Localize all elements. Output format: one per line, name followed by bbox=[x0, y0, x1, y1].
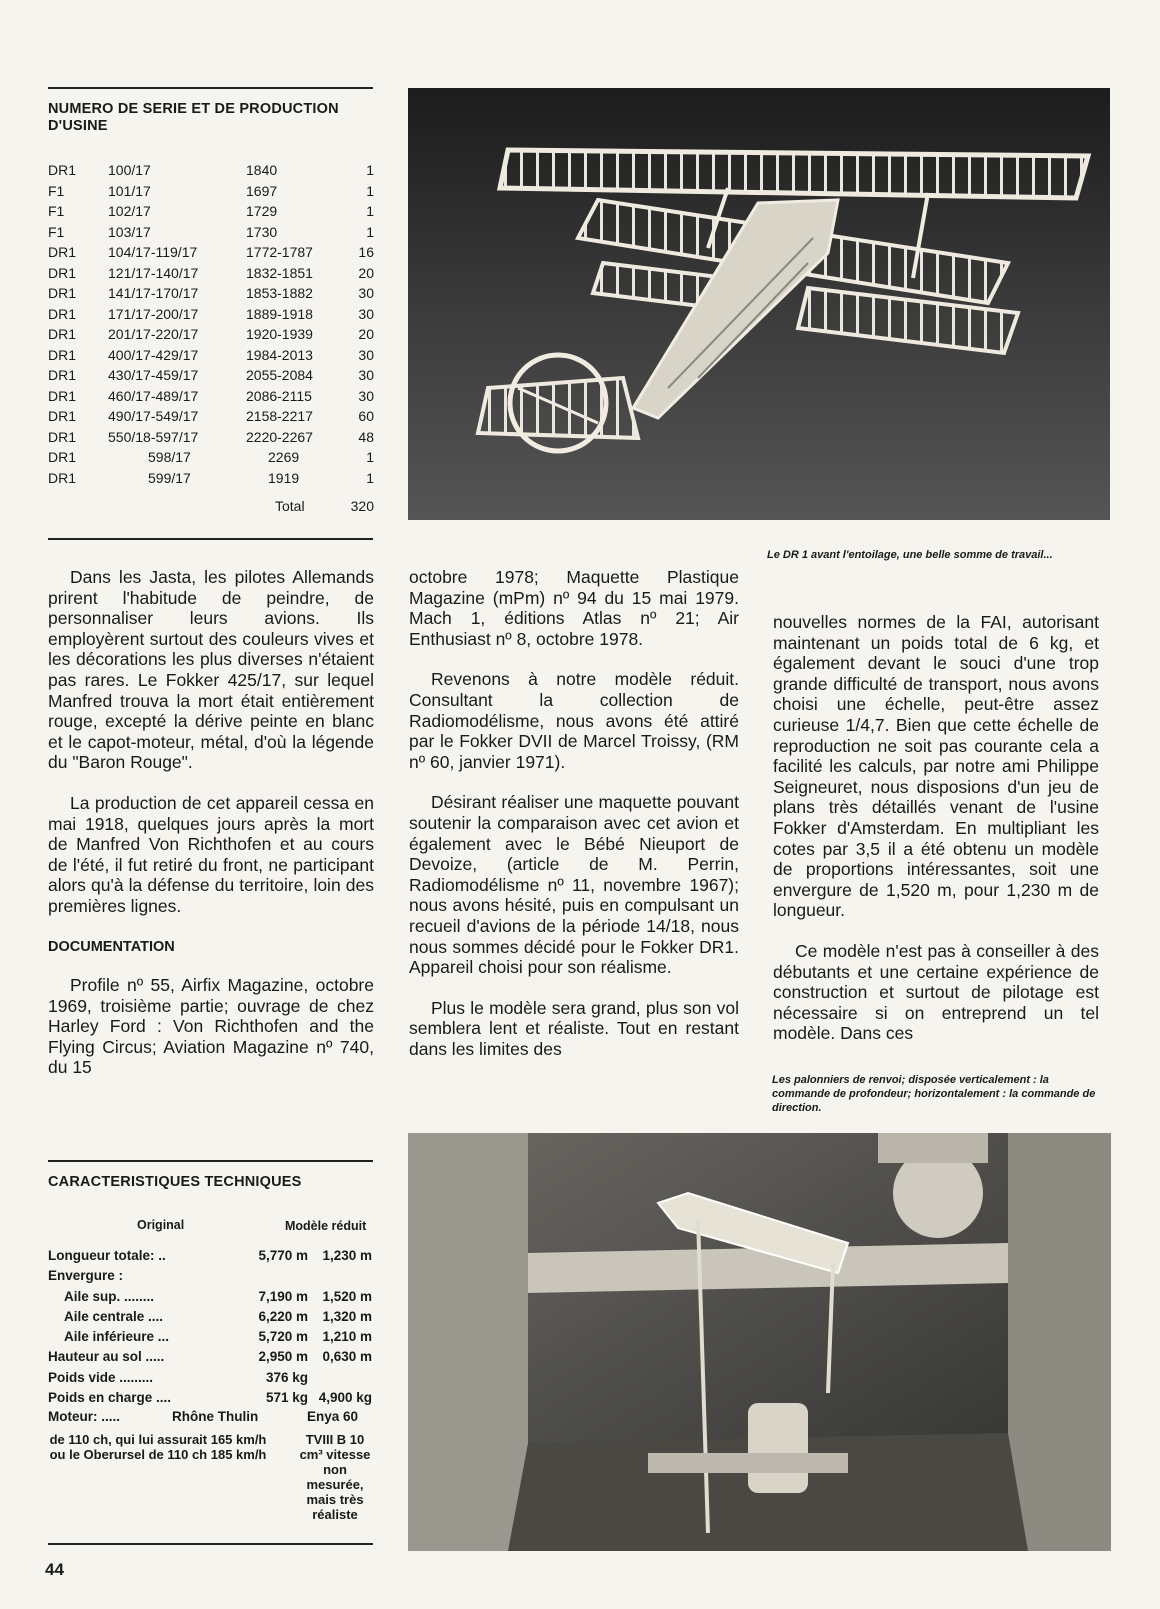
carac-cell-mod: 1,520 m bbox=[322, 1288, 372, 1304]
serial-cell: 30 bbox=[358, 387, 374, 404]
serial-cell: 30 bbox=[358, 305, 374, 322]
rule-mid bbox=[48, 538, 373, 540]
serial-row bbox=[48, 427, 374, 448]
serial-cell: 103/17 bbox=[108, 223, 151, 240]
serial-row bbox=[48, 242, 374, 263]
total-label: Total bbox=[275, 498, 305, 514]
col1-paragraph-3: Profile nº 55, Airfix Magazine, octobre 1969, troisième partie; ouvrage de chez Harley Ford : Von Richthofen and the Flying Circus; Aviation Magazine nº 740, du 15 bbox=[48, 975, 374, 1078]
serial-cell: 1730 bbox=[246, 223, 278, 240]
col-original-header: Original bbox=[137, 1218, 185, 1232]
serial-cell: 2220-2267 bbox=[246, 428, 313, 445]
carac-cell-mod: 1,230 m bbox=[322, 1248, 372, 1263]
serial-row bbox=[48, 201, 374, 222]
carac-row bbox=[48, 1388, 378, 1408]
carac-cell-label: Envergure : bbox=[48, 1268, 124, 1284]
serial-cell: 1 bbox=[366, 162, 374, 178]
serial-cell: 1919 bbox=[268, 469, 300, 486]
carac-cell-label: Aile centrale .... bbox=[64, 1308, 164, 1324]
serial-row bbox=[48, 345, 374, 366]
triplane-illustration bbox=[408, 88, 1110, 520]
carac-cell-mod: 1,320 m bbox=[322, 1308, 372, 1324]
col3-paragraph-1: nouvelles normes de la FAI, autorisant maintenant un poids total de 6 kg, et également devant le souci d'une trop grande difficulté de transport, nous avons choisi une échelle, peut-être assez curieuse 1/4,7. Bien que cette échelle de reproduction ne soit pas courante cela a facilité les calculs, par notre ami Philippe Seigneuret, nous disposions d'un jeu de plans très détaillés venant de l'usine Fokker d'Amsterdam. En multipliant les cotes par 3,5 il a été obtenu un modèle de proportions intéressantes, soit une envergure de 1,520 m, pour 1,230 m de longueur. bbox=[773, 612, 1099, 921]
serial-row bbox=[48, 283, 374, 304]
carac-cell-orig bbox=[208, 1266, 308, 1286]
serial-cell: 599/17 bbox=[148, 469, 191, 486]
serial-cell: 1 bbox=[366, 469, 374, 486]
serial-cell: 460/17-489/17 bbox=[108, 387, 199, 404]
serial-cell: 1920-1939 bbox=[246, 326, 313, 342]
moteur-original: Rhône Thulin bbox=[172, 1409, 259, 1424]
serial-cell: 30 bbox=[358, 367, 374, 383]
carac-cell-label: Poids vide ......... bbox=[48, 1369, 154, 1385]
serial-cell: DR1 bbox=[48, 469, 77, 486]
photo-triplane-frame bbox=[408, 88, 1110, 520]
serial-cell: 20 bbox=[358, 326, 374, 342]
serial-cell: DR1 bbox=[48, 428, 77, 445]
control-horns-illustration bbox=[408, 1133, 1111, 1551]
carac-cell-orig: 7,190 m bbox=[258, 1288, 308, 1304]
serial-cell: 400/17-429/17 bbox=[108, 346, 199, 363]
serial-cell: 1889-1918 bbox=[246, 305, 313, 322]
serial-cell: 104/17-119/17 bbox=[108, 244, 198, 260]
column-1 bbox=[48, 567, 374, 1078]
serial-cell: 102/17 bbox=[108, 203, 151, 219]
total-value: 320 bbox=[350, 498, 374, 514]
carac-cell-mod bbox=[308, 1266, 378, 1286]
serial-cell: 598/17 bbox=[148, 449, 191, 465]
col1-paragraph-1: Dans les Jasta, les pilotes Allemands prirent l'habitude de peindre, de personnaliser leurs avions. Ils employèrent surtout des couleurs vives et les décorations les plus diverses n'étaient pas rares. Le Fokker 425/17, sur lequel Manfred trouva la mort était entièrement rouge, excepté la dérive peinte en blanc et le capot-moteur, métal, d'où la légende du "Baron Rouge". bbox=[48, 567, 374, 773]
carac-cell-orig: 6,220 m bbox=[258, 1308, 308, 1324]
serial-cell: 1853-1882 bbox=[246, 285, 313, 301]
serial-row bbox=[48, 181, 374, 202]
serial-row bbox=[48, 160, 374, 181]
serial-row bbox=[48, 222, 374, 243]
serial-cell: 1 bbox=[366, 182, 374, 199]
carac-cell-orig: 2,950 m bbox=[258, 1349, 308, 1365]
serial-cell: F1 bbox=[48, 223, 65, 240]
moteur-modele-detail: TVIII B 10 cm³ vitesse non mesurée, mais très réaliste bbox=[299, 1432, 371, 1522]
serial-cell: 1729 bbox=[246, 203, 278, 219]
carac-cell-label: Aile sup. ........ bbox=[64, 1288, 155, 1304]
serial-row bbox=[48, 406, 374, 427]
col2-paragraph-2: Revenons à notre modèle réduit. Consultant la collection de Radiomodélisme, nous avons été attiré par le Fokker DVII de Marcel Troissy, (RM nº 60, janvier 1971). bbox=[409, 669, 739, 772]
serial-row bbox=[48, 263, 374, 284]
carac-cell-mod: 1,210 m bbox=[322, 1329, 372, 1345]
col2-paragraph-3: Désirant réaliser une maquette pouvant soutenir la comparaison avec cet avion et également avec le Bébé Nieuport de Devoize, (article de M. Perrin, Radiomodélisme nº 11, novembre 1967); nous avons hésité, puis en compulsant un recueil d'avions de la période 14/18, nous nous sommes décidé pour le Fokker DR1. Appareil choisi pour son réalisme. bbox=[409, 792, 739, 978]
rule-carac bbox=[48, 1160, 373, 1162]
serial-cell: 121/17-140/17 bbox=[108, 264, 199, 281]
carac-cell-label: Aile inférieure ... bbox=[64, 1329, 170, 1345]
serial-cell: DR1 bbox=[48, 408, 77, 424]
col1-paragraph-2: La production de cet appareil cessa en mai 1918, quelques jours après la mort de Manfred Von Richthofen et au cours de l'été, il fut retiré du front, ne participant alors qu'à la défense du territoire, loin des premières lignes. bbox=[48, 792, 374, 916]
carac-row bbox=[48, 1266, 378, 1286]
serial-row bbox=[48, 386, 374, 407]
serial-cell: 1 bbox=[366, 223, 374, 240]
serial-cell: 2158-2217 bbox=[246, 408, 313, 424]
serial-cell: 1772-1787 bbox=[246, 244, 313, 260]
carac-row bbox=[48, 1347, 378, 1367]
serial-cell: 1 bbox=[366, 449, 374, 465]
carac-cell-mod bbox=[308, 1368, 378, 1388]
col2-paragraph-4: Plus le modèle sera grand, plus son vol semblera lent et réaliste. Tout en restant dans les limites des bbox=[409, 997, 739, 1059]
rule-top bbox=[48, 87, 373, 89]
carac-cell-label: Longueur totale: .. bbox=[48, 1248, 166, 1263]
documentation-heading: DOCUMENTATION bbox=[48, 938, 175, 955]
serial-cell: DR1 bbox=[48, 305, 77, 322]
serial-cell: F1 bbox=[48, 203, 65, 219]
serial-cell: 171/17-200/17 bbox=[108, 305, 199, 322]
serial-cell: 48 bbox=[358, 428, 374, 445]
serial-row bbox=[48, 324, 374, 345]
serial-cell: 1 bbox=[366, 203, 374, 219]
serial-cell: 201/17-220/17 bbox=[108, 326, 199, 342]
col-modele-header: Modèle réduit bbox=[285, 1219, 367, 1233]
serial-cell: DR1 bbox=[48, 162, 77, 178]
serial-cell: 2269 bbox=[268, 449, 300, 465]
serial-cell: DR1 bbox=[48, 244, 77, 260]
moteur-original-detail: de 110 ch, qui lui assurait 165 km/h ou le Oberursel de 110 ch 185 km/h bbox=[49, 1432, 267, 1462]
carac-cell-orig: 5,720 m bbox=[258, 1329, 308, 1345]
serial-cell: 60 bbox=[358, 408, 374, 424]
rule-bottom bbox=[48, 1543, 373, 1545]
moteur-modele: Enya 60 bbox=[307, 1409, 359, 1424]
carac-cell-orig: 376 kg bbox=[265, 1369, 308, 1385]
serial-cell: 100/17 bbox=[108, 162, 151, 178]
carac-row bbox=[48, 1246, 378, 1266]
serial-cell: 1984-2013 bbox=[246, 346, 313, 363]
serial-cell: DR1 bbox=[48, 285, 77, 301]
carac-row bbox=[48, 1287, 378, 1307]
serial-cell: 1832-1851 bbox=[246, 264, 313, 281]
serial-table bbox=[48, 160, 374, 488]
carac-cell-mod: 0,630 m bbox=[322, 1349, 372, 1365]
serial-cell: 20 bbox=[358, 264, 374, 281]
serial-cell: 1697 bbox=[246, 182, 278, 199]
carac-title: CARACTERISTIQUES TECHNIQUES bbox=[48, 1174, 302, 1190]
serial-table-title: NUMERO DE SERIE ET DE PRODUCTION D'USINE bbox=[48, 101, 339, 134]
serial-cell: 101/17 bbox=[108, 182, 151, 199]
serial-row bbox=[48, 468, 374, 489]
carac-table bbox=[48, 1246, 378, 1408]
serial-cell: F1 bbox=[48, 182, 65, 199]
column-3 bbox=[773, 612, 1099, 1044]
carac-row bbox=[48, 1368, 378, 1388]
col2-paragraph-1: octobre 1978; Maquette Plastique Magazine (mPm) nº 94 du 15 mai 1979. Mach 1, éditions Atlas nº 21; Air Enthusiast nº 8, octobre 1978. bbox=[409, 567, 739, 649]
serial-cell: 550/18-597/17 bbox=[108, 428, 199, 445]
carac-cell-label: Poids en charge .... bbox=[48, 1390, 172, 1406]
serial-cell: DR1 bbox=[48, 387, 77, 404]
carac-row bbox=[48, 1307, 378, 1327]
photo-caption-bottom: Les palonniers de renvoi; disposée verticalement : la commande de profondeur; horizontalement : la commande de direction. bbox=[772, 1074, 1096, 1114]
serial-cell: DR1 bbox=[48, 326, 77, 342]
carac-row bbox=[48, 1327, 378, 1347]
serial-cell: DR1 bbox=[48, 346, 77, 363]
carac-cell-label: Hauteur au sol ..... bbox=[48, 1349, 165, 1365]
col3-paragraph-2: Ce modèle n'est pas à conseiller à des débutants et une certaine expérience de construction et surtout de pilotage est nécessaire si on entreprend un tel modèle. Dans ces bbox=[773, 940, 1099, 1044]
serial-cell: 30 bbox=[358, 346, 374, 363]
serial-cell: 1840 bbox=[246, 162, 278, 178]
serial-cell: 2086-2115 bbox=[246, 387, 312, 404]
serial-cell: 30 bbox=[358, 285, 374, 301]
serial-cell: 490/17-549/17 bbox=[108, 408, 199, 424]
serial-cell: 16 bbox=[358, 244, 374, 260]
serial-cell: 2055-2084 bbox=[246, 367, 313, 383]
photo-control-horns bbox=[408, 1133, 1111, 1551]
moteur-label: Moteur: ..... bbox=[48, 1409, 120, 1424]
carac-cell-mod: 4,900 kg bbox=[318, 1390, 372, 1406]
serial-row bbox=[48, 304, 374, 325]
column-2 bbox=[409, 567, 739, 1059]
carac-cell-orig: 5,770 m bbox=[258, 1248, 308, 1263]
serial-cell: DR1 bbox=[48, 264, 77, 281]
serial-row bbox=[48, 447, 374, 468]
photo-caption-top: Le DR 1 avant l'entoilage, une belle somme de travail... bbox=[767, 549, 1053, 561]
serial-cell: 430/17-459/17 bbox=[108, 367, 199, 383]
serial-cell: DR1 bbox=[48, 367, 77, 383]
page-number: 44 bbox=[45, 1560, 64, 1579]
serial-cell: DR1 bbox=[48, 449, 77, 465]
carac-cell-orig: 571 kg bbox=[265, 1390, 308, 1406]
serial-row bbox=[48, 365, 374, 386]
serial-cell: 141/17-170/17 bbox=[108, 285, 199, 301]
